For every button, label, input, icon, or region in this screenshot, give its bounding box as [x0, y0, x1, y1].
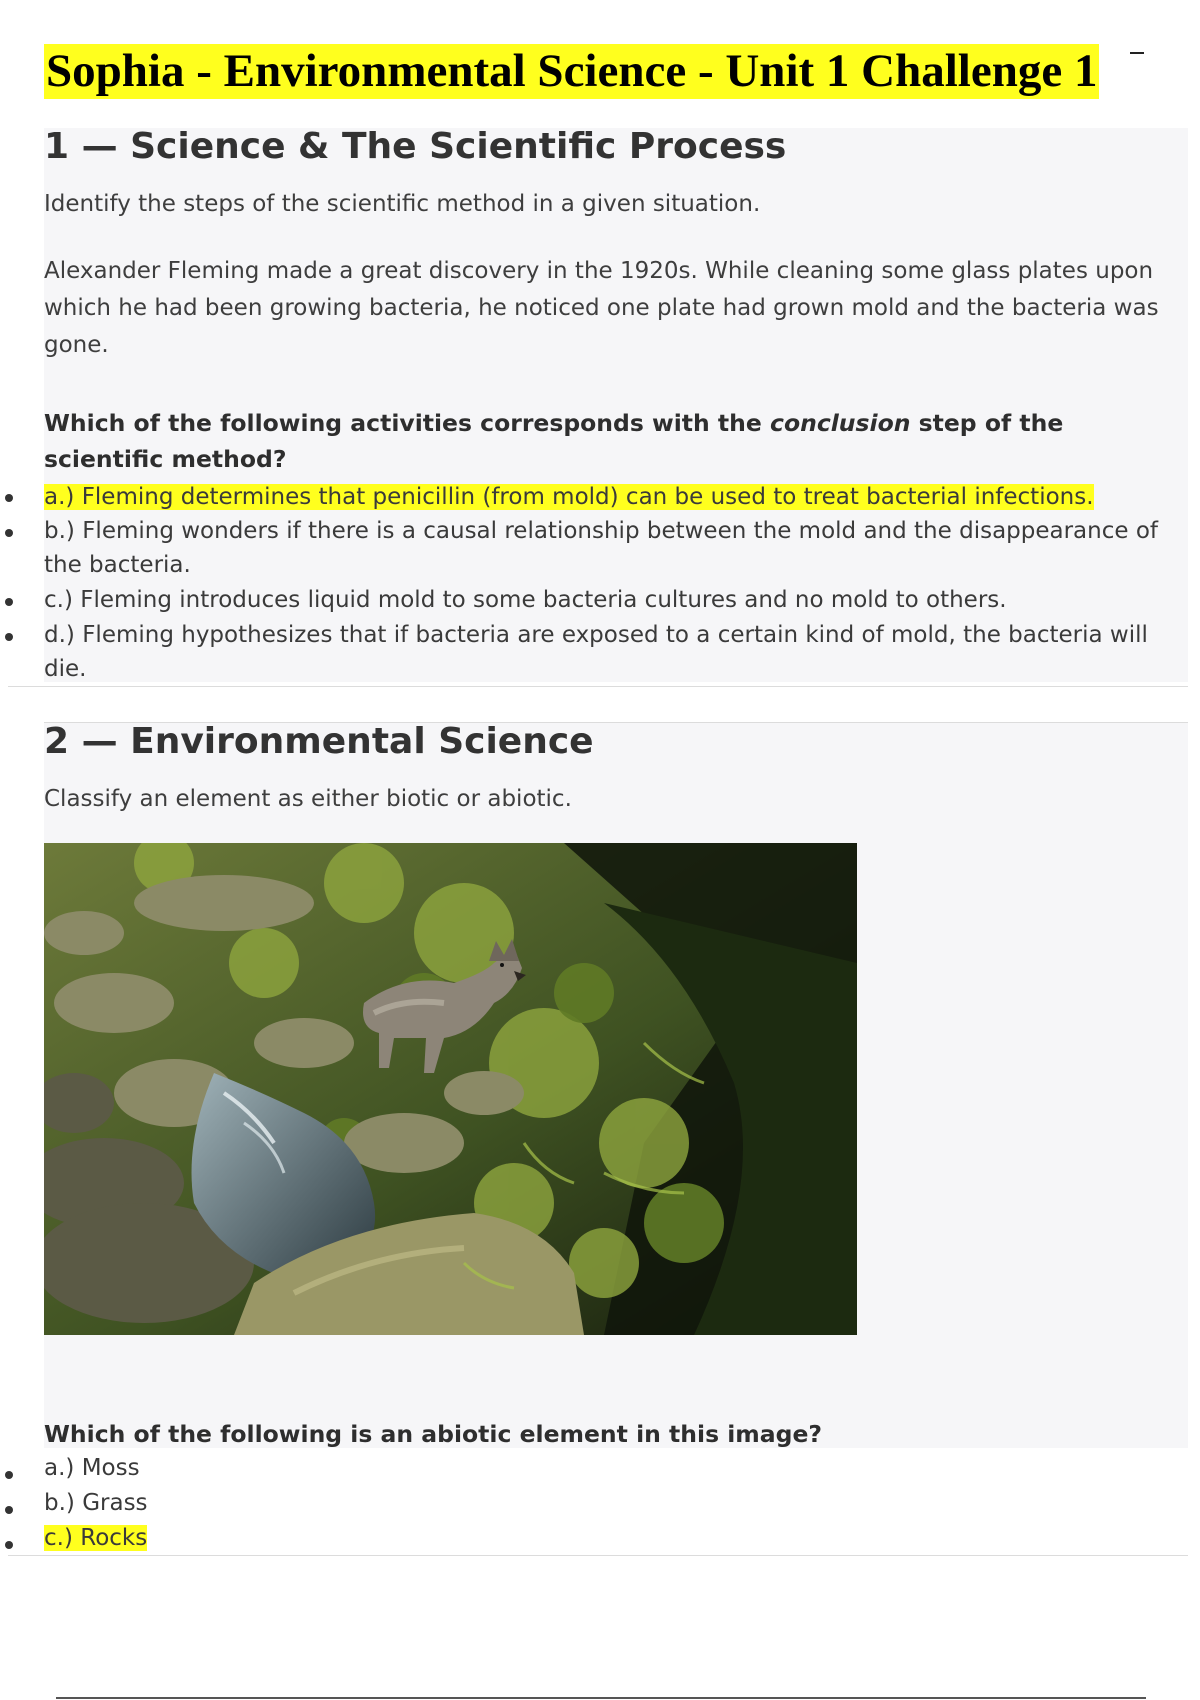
section-2-question: Which of the following is an abiotic element in this image?: [44, 1420, 823, 1448]
section-1-passage: Alexander Fleming made a great discovery in the 1920s. While cleaning some glass plates upon which he had been growing bacteria, he noticed one plate had grown mold and the bacteria was gone.: [44, 258, 1159, 358]
option-b[interactable]: b.) Fleming wonders if there is a causal relationship between the mold and the disappearance of the bacteria.: [44, 518, 1159, 578]
page-footer-line: [56, 1697, 1146, 1699]
option-c[interactable]: c.) Fleming introduces liquid mold to some bacteria cultures and no mold to others.: [44, 587, 1007, 613]
option-rocks-text: c.) Rocks: [44, 1525, 148, 1551]
bullet-icon: [5, 529, 13, 537]
divider: [8, 1555, 1188, 1556]
question-text: step of the scientific method?: [44, 409, 1064, 473]
title-mark: [1130, 52, 1144, 54]
option-grass[interactable]: b.) Grass: [44, 1490, 148, 1516]
bullet-icon: [5, 1541, 13, 1549]
section-2-heading: 2 — Environmental Science: [44, 721, 594, 762]
option-d[interactable]: d.) Fleming hypothesizes that if bacteria are exposed to a certain kind of mold, the bacteria will die.: [44, 622, 1148, 682]
question-text: Which of the following activities corresponds with the: [44, 409, 771, 437]
bullet-icon: [5, 598, 13, 606]
section-1-question: [44, 405, 1124, 477]
bullet-icon: [5, 494, 13, 502]
bullet-icon: [5, 1506, 13, 1514]
wolf-stream-photo: [44, 843, 857, 1335]
option-a[interactable]: [44, 480, 1184, 514]
bullet-icon: [5, 1471, 13, 1479]
option-rocks[interactable]: [44, 1521, 1184, 1555]
section-1-heading: 1 — Science & The Scientific Process: [44, 126, 787, 167]
divider: [8, 686, 1188, 687]
option-moss[interactable]: a.) Moss: [44, 1455, 140, 1481]
bullet-icon: [5, 633, 13, 641]
section-1-objective: Identify the steps of the scientific method in a given situation.: [44, 191, 761, 217]
question-emphasis: conclusion: [770, 409, 911, 437]
document-title: Sophia - Environmental Science - Unit 1 Challenge 1: [46, 45, 1098, 97]
option-a-text: a.) Fleming determines that penicillin (from mold) can be used to treat bacterial infections.: [44, 484, 1094, 510]
section-2-objective: Classify an element as either biotic or abiotic.: [44, 786, 572, 812]
